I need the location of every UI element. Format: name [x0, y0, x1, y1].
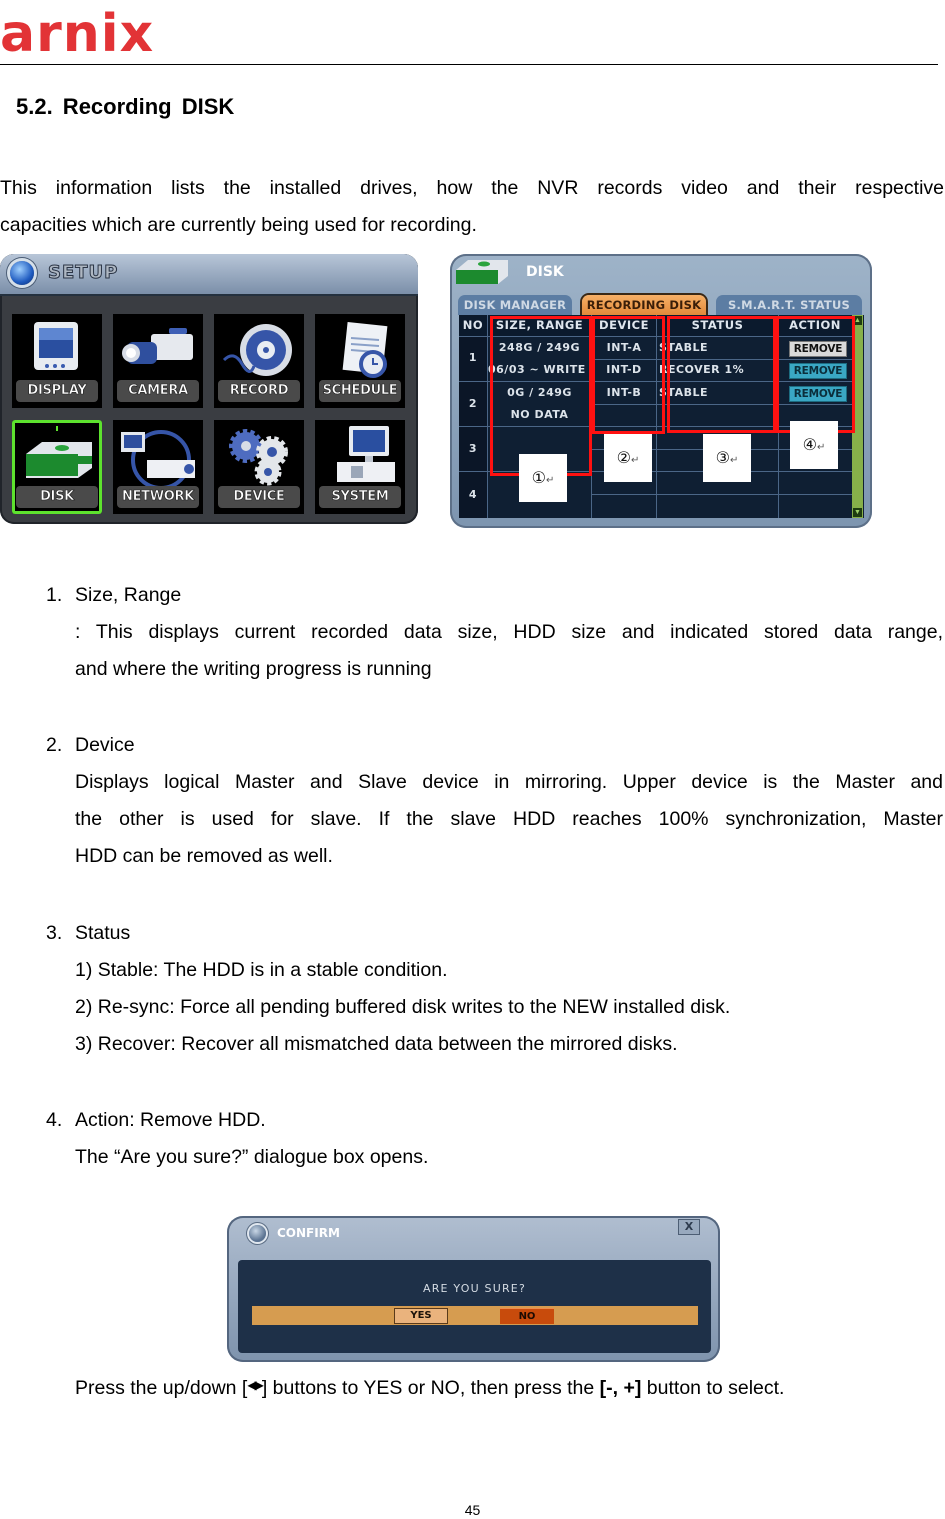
callout-number: ①: [531, 468, 546, 487]
item-body: [75, 1102, 943, 1176]
item-number: 3.: [46, 922, 63, 944]
col-header-action: ACTION: [779, 315, 851, 336]
highlight-status: [667, 316, 776, 433]
item-line: the other is used for slave. If the slave HDD reaches 100% synchronization, Master: [75, 808, 943, 830]
item-line: 2) Re-sync: Force all pending buffered disk writes to the NEW installed disk.: [75, 996, 731, 1018]
item-line: The “Are you sure?” dialogue box opens.: [75, 1146, 429, 1168]
item-number: 1.: [46, 584, 63, 606]
tab-disk-manager[interactable]: DISK MANAGER: [458, 295, 572, 315]
tile-label: SCHEDULE: [319, 380, 401, 402]
row-number: 1: [468, 351, 478, 364]
tile-label: NETWORK: [117, 486, 199, 508]
tab-recording-disk[interactable]: RECORDING DISK: [582, 295, 706, 315]
highlight-action: [776, 316, 855, 433]
range-value: 06/03 ~ WRITE: [488, 363, 586, 376]
tab-smart-status[interactable]: S.M.A.R.T. STATUS: [716, 295, 862, 315]
confirm-dialog: [227, 1216, 720, 1362]
setup-orb-icon: [10, 261, 34, 285]
item-number: 4.: [46, 1109, 63, 1131]
remove-button[interactable]: REMOVE: [789, 341, 847, 357]
yes-button[interactable]: YES: [394, 1308, 448, 1324]
item-title: Action: Remove HDD.: [75, 1109, 266, 1131]
setup-title: SETUP: [48, 262, 119, 283]
device-value: INT-B: [606, 386, 642, 399]
status-value: STABLE: [659, 341, 708, 354]
return-mark-icon: ↵: [816, 442, 826, 453]
hard-disk-icon: [12, 426, 102, 486]
status-value: STABLE: [659, 386, 708, 399]
tile-display[interactable]: [12, 314, 102, 408]
item-number: 2.: [46, 734, 63, 756]
callout-3: [703, 434, 751, 482]
col-header-no: NO: [459, 315, 487, 336]
left-right-arrows-icon: ◀▶: [247, 1378, 262, 1392]
dialog-message: ARE YOU SURE?: [422, 1282, 526, 1295]
return-mark-icon: ↵: [545, 475, 555, 486]
callout-2: [604, 434, 652, 482]
instruction-before: Press the up/down [: [75, 1377, 248, 1399]
setup-panel: [0, 254, 418, 524]
grid-line: [591, 494, 852, 495]
row-number: 3: [468, 442, 478, 455]
instruction-text: [75, 1367, 784, 1407]
network-icon: [113, 426, 203, 486]
callout-4: [790, 421, 838, 469]
tile-label: DISK: [16, 486, 98, 508]
row-number: 2: [468, 397, 478, 410]
hard-disk-icon: [454, 256, 512, 288]
remove-button[interactable]: REMOVE: [789, 386, 847, 402]
schedule-clock-icon: [315, 320, 405, 380]
dialog-button-bar: [252, 1306, 698, 1325]
section-title: 5.2. Recording DISK: [16, 94, 235, 119]
col-header-status: STATUS: [657, 315, 778, 336]
callout-number: ④: [802, 435, 817, 454]
instruction-key: [-, +]: [599, 1377, 642, 1399]
item-title: Status: [75, 922, 131, 944]
tile-record[interactable]: [214, 314, 304, 408]
range-value: NO DATA: [510, 408, 569, 421]
return-mark-icon: ↵: [630, 455, 640, 466]
status-value: RECOVER 1%: [659, 363, 745, 376]
device-value: INT-A: [606, 341, 642, 354]
callout-number: ②: [616, 448, 631, 467]
return-mark-icon: ↵: [729, 455, 739, 466]
dialog-body: [238, 1260, 711, 1353]
disk-tabs: [458, 295, 862, 315]
col-header-size-range: SIZE, RANGE: [488, 315, 591, 336]
close-button[interactable]: X: [678, 1219, 700, 1235]
highlight-size-range: [490, 316, 592, 476]
highlight-device: [592, 316, 665, 434]
size-value: 248G / 249G: [498, 341, 581, 354]
tile-device[interactable]: [214, 420, 304, 514]
instruction-after: button to select.: [641, 1377, 785, 1399]
tile-label: SYSTEM: [319, 486, 401, 508]
item-line: 1) Stable: The HDD is in a stable condition.: [75, 959, 448, 981]
item-body: [75, 727, 943, 875]
setup-title-bar: [0, 254, 418, 296]
disk-panel-title: DISK: [526, 264, 564, 280]
no-button[interactable]: NO: [500, 1308, 554, 1324]
dialog-orb-icon: [249, 1225, 266, 1242]
callout-1: [519, 454, 567, 502]
monitor-icon: [12, 320, 102, 380]
tile-label: DISPLAY: [16, 380, 98, 402]
item-line: 3) Recover: Recover all mismatched data between the mirrored disks.: [75, 1033, 678, 1055]
item-title: Device: [75, 734, 135, 756]
size-value: 0G / 249G: [507, 386, 572, 399]
item-line: Displays logical Master and Slave device in mirroring. Upper device is the Master and: [75, 771, 943, 793]
intro-line: This information lists the installed drives, how the NVR records video and their respective: [0, 177, 944, 199]
scroll-down-icon[interactable]: ▼: [854, 509, 861, 516]
callout-number: ③: [715, 448, 730, 467]
computer-icon: [315, 426, 405, 486]
disk-panel: [450, 254, 872, 528]
tile-camera[interactable]: [113, 314, 203, 408]
tile-label: CAMERA: [117, 380, 199, 402]
page-number: 45: [464, 1502, 481, 1518]
item-body: [75, 915, 943, 1063]
col-header-device: DEVICE: [592, 315, 656, 336]
dialog-title: CONFIRM: [277, 1226, 340, 1240]
setup-tile-grid: [12, 314, 405, 514]
tile-network[interactable]: [113, 420, 203, 514]
film-reel-icon: [214, 320, 304, 380]
instruction-middle: ] buttons to YES or NO, then press the: [261, 1377, 600, 1399]
arnix-logo: arnix: [0, 4, 155, 64]
header-divider: [0, 64, 938, 65]
intro-paragraph: [0, 170, 944, 244]
item-body: [75, 577, 943, 688]
item-line: HDD can be removed as well.: [75, 845, 333, 867]
scroll-up-icon[interactable]: ▲: [854, 317, 861, 324]
gears-icon: [214, 426, 304, 486]
camera-icon: [113, 320, 203, 380]
tile-label: DEVICE: [218, 486, 300, 508]
item-title: Size, Range: [75, 584, 182, 606]
item-line: and where the writing progress is running: [75, 658, 432, 680]
device-value: INT-D: [606, 363, 642, 376]
intro-line: capacities which are currently being used for recording.: [0, 214, 477, 236]
tile-schedule[interactable]: [315, 314, 405, 408]
tile-system[interactable]: [315, 420, 405, 514]
remove-button[interactable]: REMOVE: [789, 363, 847, 379]
row-number: 4: [468, 488, 478, 501]
tile-disk[interactable]: [12, 420, 102, 514]
item-line: : This displays current recorded data size, HDD size and indicated stored data range,: [75, 621, 943, 643]
tile-label: RECORD: [218, 380, 300, 402]
